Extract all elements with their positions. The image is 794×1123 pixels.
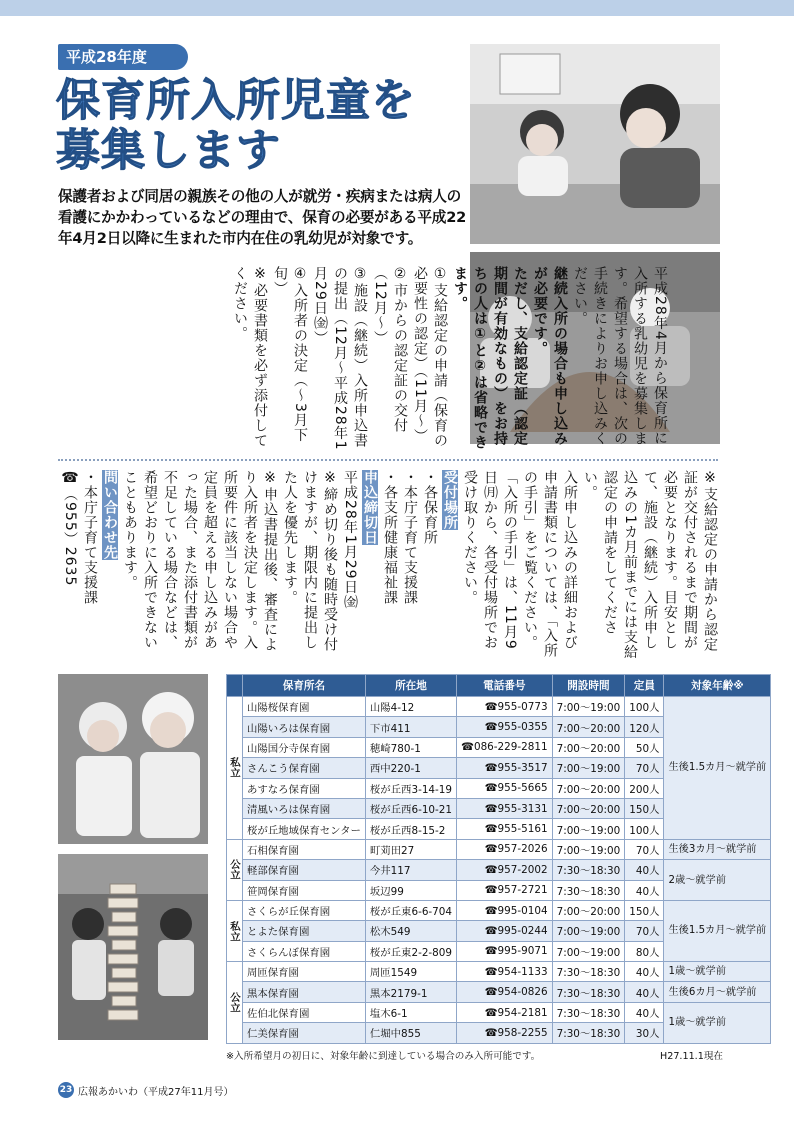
application-steps [230, 266, 670, 456]
as-of-date: H27.11.1現在 [660, 1051, 724, 1062]
age-footnote: ※入所希望月の初日に、対象年齢に到達している場合のみ入所可能です。 [226, 1051, 541, 1062]
cell-time: 7:00〜19:00 [552, 941, 625, 961]
cell-cap: 80人 [625, 941, 664, 961]
year-badge: 平成28年度 [58, 44, 188, 70]
cell-name: あすなろ保育園 [243, 778, 366, 798]
intro-text: 保護者および同居の親族その他の人が就労・疾病または病人の看護にかかわっているなどの理由で、保育の必要がある平成22年4月2日以降に生まれた市内在住の乳幼児が対象です。 [58, 188, 467, 247]
cell-time: 7:30〜18:30 [552, 1002, 625, 1022]
cell-name: 笹岡保育園 [243, 880, 366, 900]
cell-time: 7:00〜19:00 [552, 921, 625, 941]
cell-time: 7:00〜19:00 [552, 839, 625, 859]
table-header-row [227, 675, 771, 697]
table-row [227, 962, 771, 982]
category-cell: 私立 [227, 697, 243, 840]
cell-cap: 200人 [625, 778, 664, 798]
cell-tel: ☎958-2255 [457, 1023, 553, 1043]
step-3: ③施設（継続）入所申込書の提出（12月〜平成28年1月29日㈮） [312, 266, 368, 451]
cell-name: 山陽国分寺保育園 [243, 737, 366, 757]
table-row [227, 982, 771, 1002]
cell-addr: 西中220-1 [365, 758, 456, 778]
cell-tel: ☎957-2721 [457, 880, 553, 900]
cell-name: 桜が丘地域保育センター [243, 819, 366, 839]
cell-addr: 周匝1549 [365, 962, 456, 982]
cell-age: 2歳〜就学前 [664, 860, 771, 901]
cell-time: 7:30〜18:30 [552, 1023, 625, 1043]
cell-addr: 桜が丘西8-15-2 [365, 819, 456, 839]
cell-time: 7:00〜20:00 [552, 717, 625, 737]
nursery-table [226, 674, 771, 1044]
cell-name: とよた保育園 [243, 921, 366, 941]
cell-tel: ☎957-2026 [457, 839, 553, 859]
table-row [227, 839, 771, 859]
cell-cap: 40人 [625, 982, 664, 1002]
cell-addr: 山陽4-12 [365, 697, 456, 717]
category-cell: 公立 [227, 839, 243, 900]
reception-item: ・本庁子育て支援課 [402, 470, 418, 605]
cell-name: 仁美保育園 [243, 1023, 366, 1043]
col-header: 保育所名 [243, 675, 366, 697]
step-note: ※必要書類を必ず添付してください。 [232, 266, 268, 448]
page-footer [58, 1082, 233, 1098]
cell-addr: 穂崎780-1 [365, 737, 456, 757]
table-body [227, 697, 771, 1044]
cell-cap: 40人 [625, 1002, 664, 1022]
cell-time: 7:00〜20:00 [552, 737, 625, 757]
certificate-note: ※支給認定の申請から認定証が交付されるまで期間が必要となります。目安として、施設（継続）入所申し込みの1カ月前までには支給認定の申請をしてください。 [582, 470, 718, 660]
col-header: 所在地 [365, 675, 456, 697]
cell-tel: ☎954-0826 [457, 982, 553, 1002]
cell-age: 1歳〜就学前 [664, 1002, 771, 1043]
cell-name: 山陽いろは保育園 [243, 717, 366, 737]
section-divider [58, 459, 718, 461]
cell-name: 山陽桜保育園 [243, 697, 366, 717]
cell-name: 周匝保育園 [243, 962, 366, 982]
table-row [227, 697, 771, 717]
contact-item: ・本庁子育て支援課 [82, 470, 98, 605]
cell-tel: ☎955-0355 [457, 717, 553, 737]
cell-time: 7:30〜18:30 [552, 982, 625, 1002]
page-number: 23 [58, 1082, 74, 1098]
cell-addr: 松木549 [365, 921, 456, 941]
cell-name: さんこう保育園 [243, 758, 366, 778]
guide-note: 入所申し込みの詳細および申請書類については、「入所の手引」をご覧ください。「入所の手引」は、11月9日㈪から、各受付場所でお受け取りください。 [462, 470, 578, 658]
cell-cap: 100人 [625, 697, 664, 717]
steps-continuing: 継続入所の場合も申し込みが必要です。 [532, 266, 568, 446]
cell-addr: 町苅田27 [365, 839, 456, 859]
col-header: 開設時間 [552, 675, 625, 697]
cell-addr: 桜が丘西3-14-19 [365, 778, 456, 798]
cell-time: 7:00〜20:00 [552, 798, 625, 818]
cell-tel: ☎955-3517 [457, 758, 553, 778]
cell-time: 7:00〜19:00 [552, 697, 625, 717]
cell-tel: ☎955-0773 [457, 697, 553, 717]
cell-tel: ☎995-0104 [457, 900, 553, 920]
reception-heading: 受付場所 [442, 470, 458, 530]
cell-addr: 坂辺99 [365, 880, 456, 900]
table-row [227, 900, 771, 920]
col-header: 対象年齢※ [664, 675, 771, 697]
cell-cap: 50人 [625, 737, 664, 757]
cell-name: さくらんぼ保育園 [243, 941, 366, 961]
col-header [227, 675, 243, 697]
cell-tel: ☎957-2002 [457, 860, 553, 880]
photo-block-tower-art [58, 854, 208, 1040]
cell-cap: 70人 [625, 758, 664, 778]
cell-age: 生後1.5カ月〜就学前 [664, 697, 771, 840]
cell-tel: ☎955-5161 [457, 819, 553, 839]
cell-age: 1歳〜就学前 [664, 962, 771, 982]
deadline-note-1: ※締め切り後も随時受け付けますが、期限内に提出した人を優先します。 [282, 470, 338, 652]
table-row [227, 1002, 771, 1022]
cell-tel: ☎995-9071 [457, 941, 553, 961]
step-2: ②市からの認定証の交付（12月〜） [372, 266, 408, 433]
cell-addr: 仁堀中855 [365, 1023, 456, 1043]
cell-addr: 桜が丘東6-6-704 [365, 900, 456, 920]
title-line-2: 募集します [56, 125, 281, 176]
cell-addr: 今井117 [365, 860, 456, 880]
cell-name: 佐伯北保育園 [243, 1002, 366, 1022]
cell-time: 7:00〜20:00 [552, 900, 625, 920]
photo-two-children [58, 674, 208, 844]
cell-cap: 100人 [625, 819, 664, 839]
cell-age: 生後3カ月〜就学前 [664, 839, 771, 859]
cell-cap: 150人 [625, 798, 664, 818]
page-title [56, 76, 416, 176]
cell-time: 7:00〜19:00 [552, 758, 625, 778]
cell-time: 7:30〜18:30 [552, 880, 625, 900]
category-cell: 私立 [227, 900, 243, 961]
cell-addr: 下市411 [365, 717, 456, 737]
col-header: 定員 [625, 675, 664, 697]
cell-name: さくらが丘保育園 [243, 900, 366, 920]
category-cell: 公立 [227, 962, 243, 1044]
cell-tel: ☎954-1133 [457, 962, 553, 982]
step-1: ①支給認定の申請（保育の必要性の認定）（11月〜） [412, 266, 448, 448]
cell-addr: 塩木6-1 [365, 1002, 456, 1022]
table-row [227, 860, 771, 880]
cell-name: 石相保育園 [243, 839, 366, 859]
contact-phone: ☎（955）2635 [62, 470, 78, 587]
cell-cap: 40人 [625, 860, 664, 880]
cell-age: 生後1.5カ月〜就学前 [664, 900, 771, 961]
cell-time: 7:00〜20:00 [552, 778, 625, 798]
cell-cap: 70人 [625, 839, 664, 859]
cell-tel: ☎954-2181 [457, 1002, 553, 1022]
cell-name: 軽部保育園 [243, 860, 366, 880]
cell-time: 7:00〜19:00 [552, 819, 625, 839]
photo-children-sandbox [470, 44, 720, 244]
deadline-note-2: ※申込書提出後、審査により入所者を決定します。入所要件に該当しない場合や定員を超える申し込みがあった場合、また添付書類が不足している場合などは、希望どおりに入所できないこともあります。 [122, 470, 278, 652]
publication-name: 広報あかいわ（平成27年11月号） [78, 1086, 234, 1098]
cell-tel: ☎955-5665 [457, 778, 553, 798]
cell-cap: 40人 [625, 962, 664, 982]
photo-block-tower [58, 854, 208, 1040]
cell-tel: ☎086-229-2811 [457, 737, 553, 757]
steps-intro: 平成28年4月から保育所に入所する乳幼児を募集します。希望する場合は、次の手続きによりお申し込みください。 [572, 266, 668, 446]
cell-time: 7:30〜18:30 [552, 860, 625, 880]
cell-cap: 40人 [625, 880, 664, 900]
deadline-date: 平成28年1月29日㈮ [342, 470, 358, 610]
reception-item: ・各支所健康福祉課 [382, 470, 398, 605]
cell-tel: ☎955-3131 [457, 798, 553, 818]
cell-cap: 150人 [625, 900, 664, 920]
title-line-1: 保育所入所児童を [56, 75, 416, 126]
cell-age: 生後6カ月〜就学前 [664, 982, 771, 1002]
cell-name: 清風いろは保育園 [243, 798, 366, 818]
steps-exemption: ただし、支給認定証（認定期間が有効なもの）をお持ちの人は①と②は省略できます。 [452, 266, 528, 450]
reception-item: ・各保育所 [422, 470, 438, 545]
cell-tel: ☎995-0244 [457, 921, 553, 941]
cell-cap: 120人 [625, 717, 664, 737]
col-header: 電話番号 [457, 675, 553, 697]
top-band [0, 0, 794, 16]
cell-addr: 桜が丘西6-10-21 [365, 798, 456, 818]
cell-cap: 30人 [625, 1023, 664, 1043]
cell-time: 7:30〜18:30 [552, 962, 625, 982]
application-details [60, 470, 720, 660]
cell-addr: 桜が丘東2-2-809 [365, 941, 456, 961]
contact-heading: 問い合わせ先 [102, 470, 118, 560]
step-4: ④入所者の決定（〜3月下旬） [272, 266, 308, 443]
photo-two-children-art [58, 674, 208, 844]
cell-cap: 70人 [625, 921, 664, 941]
cell-name: 黒本保育園 [243, 982, 366, 1002]
photo-children-sandbox-art [470, 44, 720, 244]
cell-addr: 黒本2179-1 [365, 982, 456, 1002]
deadline-heading: 申込締切日 [362, 470, 378, 545]
